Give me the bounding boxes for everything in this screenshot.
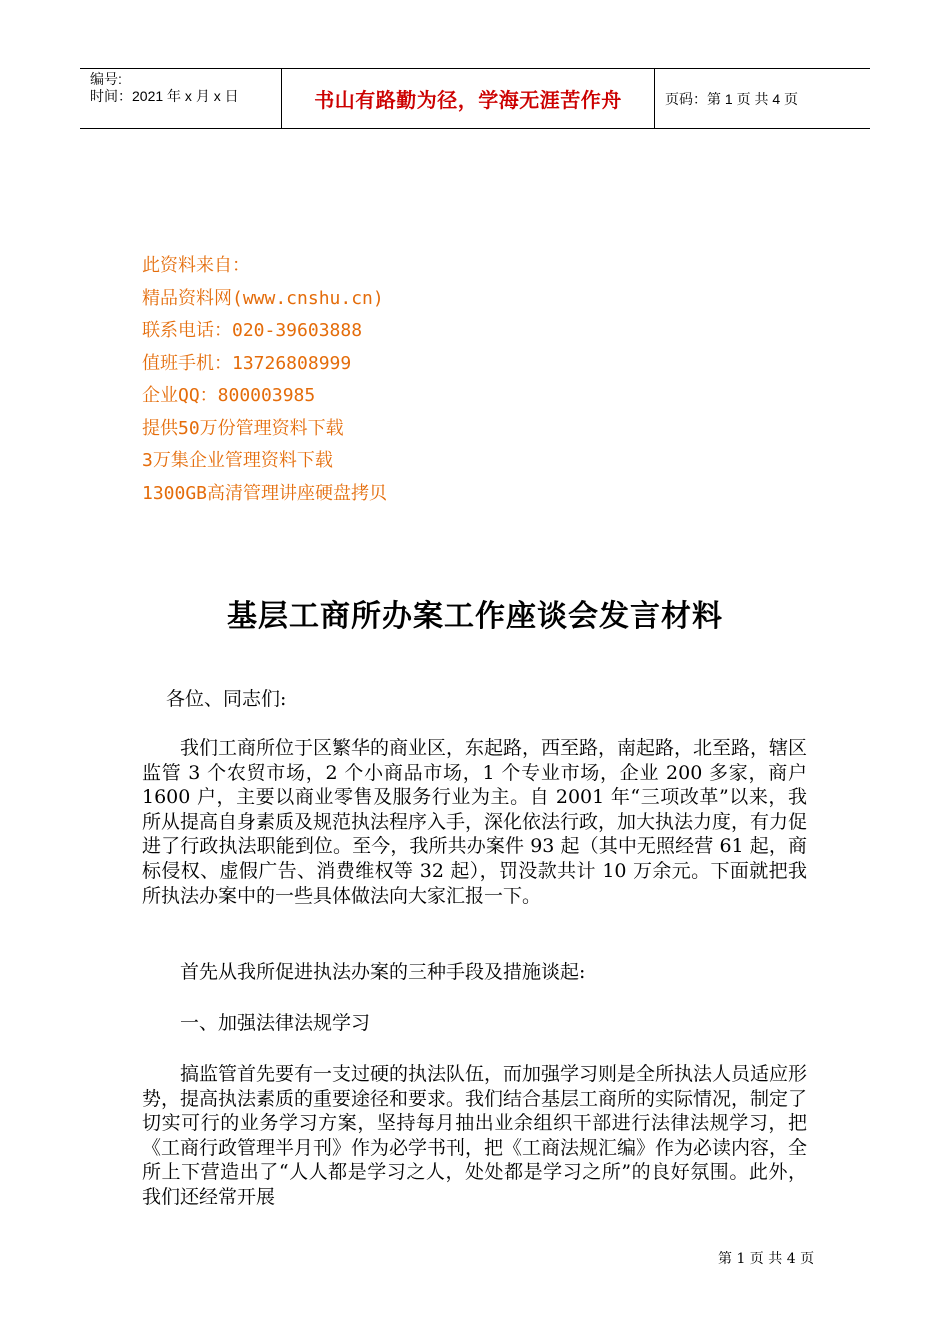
promo-block	[142, 250, 387, 510]
footer-page-number: 第 1 页 共 4 页	[718, 1251, 815, 1267]
promo-line: 企业QQ：800003985	[142, 385, 316, 406]
paragraph-study: 搞监管首先要有一支过硬的执法队伍，而加强学习则是全所执法人员适应形势，提高执法素质的重要途径和要求。我们结合基层工商所的实际情况，制定了切实可行的业务学习方案，坚持每月抽出业余组织干部进行法律法规学习，把《工商行政管理半月刊》作为必学书刊，把《工商法规汇编》作为必读内容，全所上下营造出了“人人都是学习之人，处处都是学习之所”的良好氛围。此外，我们还经常开展	[142, 1063, 808, 1208]
page-header	[80, 68, 870, 129]
promo-line: 提供50万份管理资料下载	[142, 417, 344, 439]
document-title: 基层工商所办案工作座谈会发言材料	[227, 599, 723, 634]
paragraph-transition: 首先从我所促进执法办案的三种手段及措施谈起:	[180, 961, 586, 983]
promo-line: 值班手机：13726808999	[142, 352, 352, 374]
promo-line: 此资料来自：	[142, 255, 250, 276]
promo-line: 联系电话：020-39603888	[142, 320, 363, 341]
time-label: 时间：2021 年 x 月 x 日	[90, 88, 239, 104]
header-page-info: 页码：第 1 页 共 4 页	[665, 90, 799, 107]
header-meta	[80, 69, 282, 128]
section-heading: 一、加强法律法规学习	[180, 1012, 371, 1034]
paragraph-intro: 我们工商所位于区繁华的商业区，东起路，西至路，南起路，北至路，辖区监管 3 个农贸市场，2 个小商品市场，1 个专业市场，企业 200 多家，商户 1600 户，主要以商业零售及服务行业为主。自 2001 年“三项改革”以来，我所从提高自身素质及规范执法程序入手，深化依法行政，加大执法力度，有力促进了行政执法职能到位。至今，我所共办案件 93 起（其中无照经营 61 起，商标侵权、虚假广告、消费维权等 32 起），罚没款共计 10 万余元。下面就把我所执法办案中的一些具体做法向大家汇报一下。	[142, 737, 808, 907]
promo-line: 1300GB高清管理讲座硬盘拷贝	[142, 482, 388, 504]
header-motto: 书山有路勤为径，学海无涯苦作舟	[282, 69, 655, 128]
promo-line: 精品资料网(www.cnshu.cn)	[142, 287, 384, 309]
number-label: 编号:	[90, 71, 122, 87]
promo-line: 3万集企业管理资料下载	[142, 450, 333, 471]
salutation: 各位、同志们:	[166, 688, 287, 710]
